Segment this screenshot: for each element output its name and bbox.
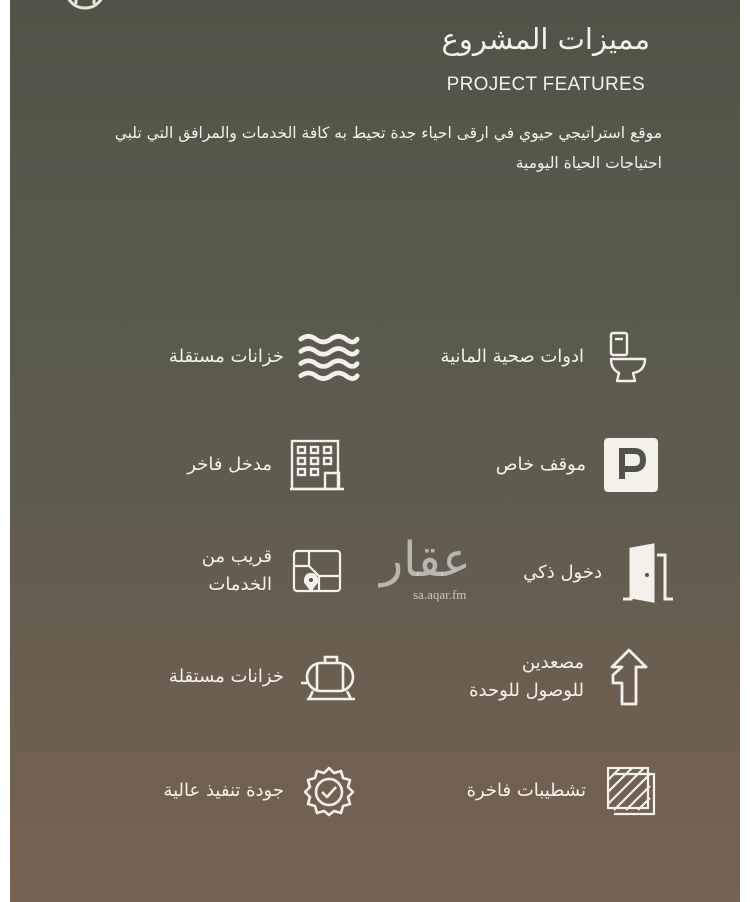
feature-label: دخول ذكي (523, 562, 602, 583)
feature-label: ادوات صحية المانية (440, 346, 584, 367)
water-waves-icon (298, 326, 360, 388)
feature-quality (163, 760, 360, 822)
map-icon (286, 540, 348, 602)
intro-text: موقع استراتيجي حيوي في ارقى احياء جدة تحيط به كافة الخدمات والمرافق التي تلبي احتياجات الحياة اليومية (114, 124, 662, 172)
features-panel (10, 0, 740, 902)
feature-label: مدخل فاخر (187, 454, 272, 475)
feature-label: خزانات مستقلة (168, 346, 284, 367)
title-arabic: مميزات المشروع (441, 22, 650, 56)
feature-elevators (469, 646, 660, 708)
feature-label: جودة تنفيذ عالية (163, 780, 284, 801)
feature-finishes (467, 760, 662, 822)
logo-icon (62, 0, 108, 12)
feature-tanks-2 (169, 646, 360, 708)
door-icon (616, 542, 678, 604)
title-english: PROJECT FEATURES (446, 74, 645, 95)
feature-label: قريب من الخدمات (201, 546, 272, 595)
watermark-url: sa.aqar.fm (413, 587, 467, 602)
tiles-icon (600, 760, 662, 822)
toilet-icon (598, 326, 660, 388)
parking-icon (600, 434, 662, 496)
quality-badge-icon (298, 760, 360, 822)
feature-smart-entry (523, 542, 678, 604)
feature-parking (496, 434, 662, 496)
feature-tanks (169, 326, 360, 388)
tank-icon (298, 646, 360, 708)
feature-label: موقف خاص (495, 454, 586, 475)
watermark-logo: عقار (380, 532, 471, 588)
feature-entrance (187, 434, 348, 496)
right-margin (740, 0, 750, 902)
feature-label: مصعدين للوصول للوحدة (469, 652, 584, 701)
feature-label: خزانات مستقلة (168, 666, 284, 687)
feature-near-services (202, 540, 348, 602)
building-icon (286, 434, 348, 496)
feature-label: تشطيبات فاخرة (466, 780, 586, 801)
elevator-arrow-icon (598, 646, 660, 708)
feature-toilet (440, 326, 660, 388)
